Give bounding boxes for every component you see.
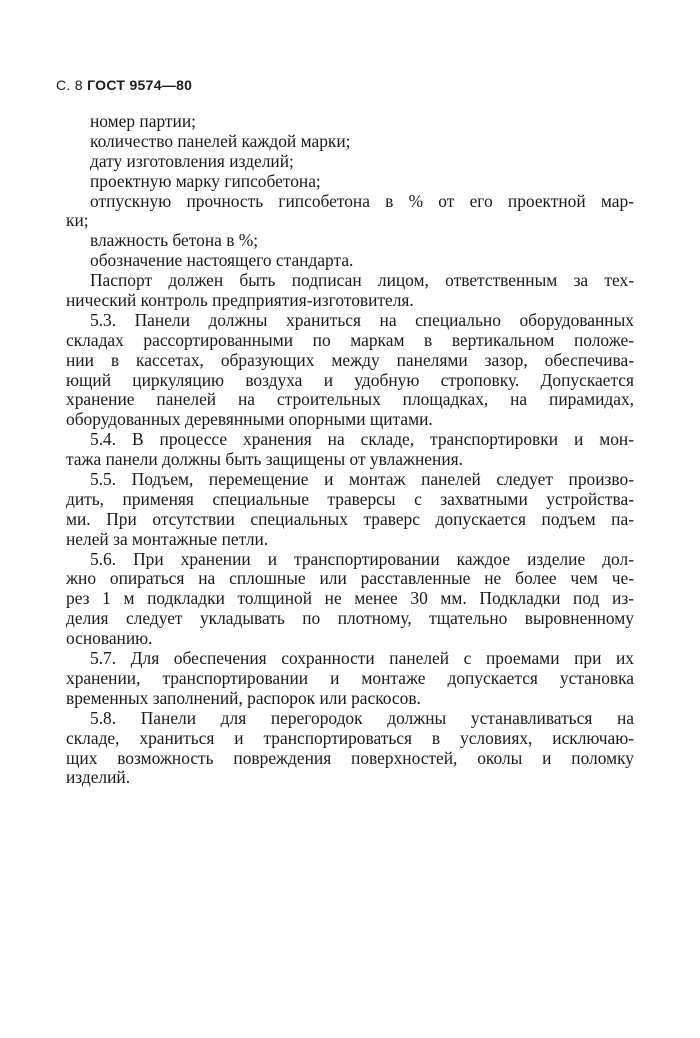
clause-5-8-line-2: складе, храниться и транспортироваться в условиях, исключаю- [66,728,634,748]
clause-5-6-line-2: жно опираться на сплошные или расставленные не более чем че- [66,569,634,589]
document-body [66,111,634,788]
clause-5-6-line-4: делия следует укладывать по плотному, тщательно выровненному [66,609,634,629]
list-item-standard-designation: обозначение настоящего стандарта. [90,250,354,271]
clause-5-5-line-2: дить, применяя специальные траверсы с захватными устройства- [66,489,634,509]
clause-5-4-line-2: тажа панели должны быть защищены от увлажнения. [66,449,463,470]
clause-5-3-line-6: оборудованных деревянными опорными щитами. [66,409,433,430]
clause-5-7-line-1: 5.7. Для обеспечения сохранности панелей с проемами при их [90,649,634,669]
clause-5-6-line-5: основанию. [66,628,153,649]
clause-5-5-line-3: ми. При отсутствии специальных траверс допускается подъем па- [66,509,634,529]
clause-5-3-line-1: 5.3. Панели должны храниться на специально оборудованных [90,310,634,330]
clause-5-3-line-4: ющий циркуляцию воздуха и удобную строповку. Допускается [66,370,634,390]
clause-5-6-line-1: 5.6. При хранении и транспортировании каждое изделие дол- [90,549,634,569]
clause-5-4-line-1: 5.4. В процессе хранения на складе, транспортировки и мон- [90,430,634,450]
list-item-manufacture-date: дату изготовления изделий; [90,150,294,171]
list-item-gypsum-concrete-grade: проектную марку гипсобетона; [90,170,321,191]
clause-5-6-line-3: рез 1 м подкладки толщиной не менее 30 мм. Подкладки под из- [66,589,634,609]
clause-5-8-line-4: изделий. [66,767,131,788]
paragraph-passport-line-1: Паспорт должен быть подписан лицом, ответственным за тех- [90,271,634,291]
page-header [56,77,192,93]
clause-5-3-line-3: нии в кассетах, образующих между панелями зазор, обеспечива- [66,350,634,370]
standard-designation: ГОСТ 9574—80 [87,77,193,93]
clause-5-5-line-4: нелей за монтажные петли. [66,528,269,549]
list-item-panel-count: количество панелей каждой марки; [90,130,351,151]
clause-5-8-line-1: 5.8. Панели для перегородок должны устанавливаться на [90,708,634,728]
clause-5-8-line-3: щих возможность повреждения поверхностей, околы и поломку [66,748,634,768]
list-item-moisture: влажность бетона в %; [90,230,259,251]
clause-5-3-line-5: хранение панелей на строительных площадках, на пирамидах, [66,390,634,410]
clause-5-5-line-1: 5.5. Подъем, перемещение и монтаж панелей следует произво- [90,470,634,490]
page-number: С. 8 [56,77,83,93]
clause-5-7-line-2: хранении, транспортировании и монтаже допускается установка [66,668,634,688]
clause-5-3-line-2: складах рассортированными по маркам в вертикальном положе- [66,330,634,350]
list-item-release-strength-cont: ки; [66,210,89,231]
list-item-batch-number: номер партии; [90,111,196,131]
clause-5-7-line-3: временных заполнений, распорок или раскосов. [66,687,421,708]
list-item-release-strength: отпускную прочность гипсобетона в % от его проектной мар- [90,191,634,211]
paragraph-passport-line-2: нический контроль предприятия-изготовителя. [66,290,414,311]
